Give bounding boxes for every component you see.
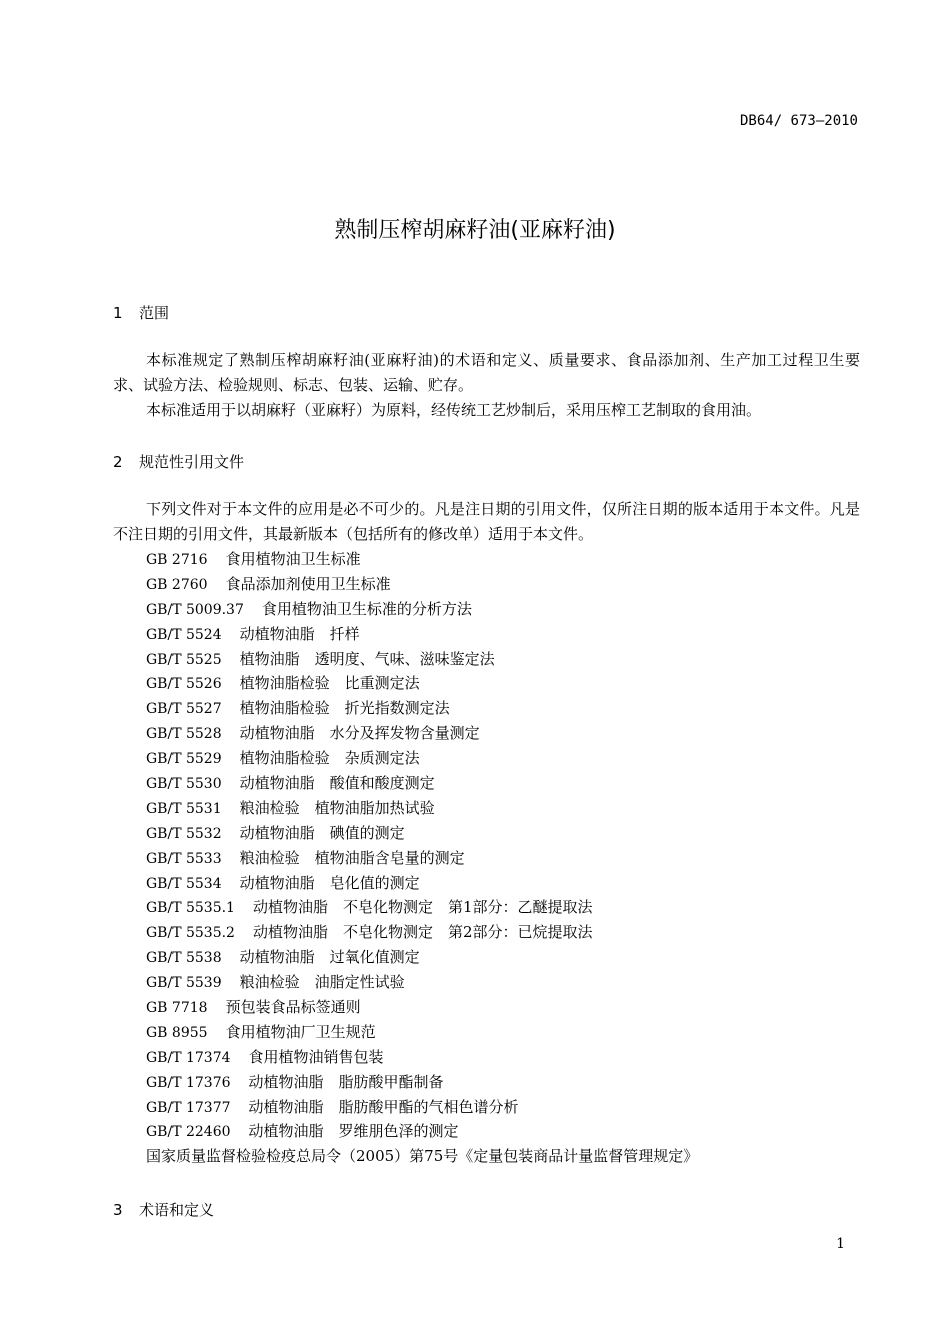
reference-title: 植物油脂检验 折光指数测定法	[239, 699, 450, 718]
reference-item	[146, 1020, 698, 1045]
reference-item	[146, 846, 698, 871]
reference-title: 植物油脂 透明度、气味、滋味鉴定法	[239, 649, 495, 668]
reference-item	[146, 1095, 698, 1120]
reference-title: 动植物油脂 脂肪酸甲酯的气相色谱分析	[248, 1097, 519, 1116]
reference-item	[146, 1070, 698, 1095]
section-heading-scope	[113, 302, 169, 323]
reference-code: GB/T 17376	[146, 1074, 231, 1091]
reference-title: 食用植物油卫生标准	[225, 550, 361, 568]
reference-title: 动植物油脂 脂肪酸甲酯制备	[248, 1072, 444, 1091]
reference-list	[146, 547, 698, 1169]
reference-code: GB/T 5526	[146, 676, 222, 693]
scope-paragraph-2: 本标准适用于以胡麻籽（亚麻籽）为原料，经传统工艺炒制后，采用压榨工艺制取的食用油。	[146, 401, 762, 419]
reference-code: GB/T 5534	[146, 875, 222, 892]
reference-title: 动植物油脂 酸值和酸度测定	[239, 774, 435, 793]
reference-title: 动植物油脂 皂化值的测定	[239, 873, 420, 892]
reference-code: GB/T 5527	[146, 701, 222, 718]
reference-title: 动植物油脂 扦样	[239, 624, 360, 643]
reference-item	[146, 995, 698, 1020]
reference-title: 动植物油脂 过氧化值测定	[239, 948, 420, 967]
reference-title: 动植物油脂 不皂化物测定 第2部分：已烷提取法	[252, 923, 593, 942]
reference-code: GB 7718	[146, 1000, 208, 1017]
reference-item	[146, 746, 698, 771]
reference-code: GB/T 5533	[146, 850, 222, 867]
section-number: 2	[113, 453, 123, 471]
reference-code: GB/T 5530	[146, 776, 222, 793]
reference-item	[146, 1045, 698, 1070]
document-code: DB64/ 673—2010	[739, 113, 858, 129]
reference-code: GB/T 5531	[146, 800, 222, 817]
reference-item	[146, 696, 698, 721]
reference-code: GB/T 5528	[146, 726, 222, 743]
reference-code: GB 8955	[146, 1024, 208, 1041]
page-number: 1	[836, 1236, 845, 1252]
section-heading-terms-definitions	[113, 1199, 214, 1220]
reference-item	[146, 920, 698, 945]
reference-title: 食用植物油厂卫生规范	[225, 1022, 376, 1041]
reference-item	[146, 647, 698, 672]
reference-code: GB/T 17374	[146, 1049, 231, 1066]
scope-paragraph-1: 本标准规定了熟制压榨胡麻籽油(亚麻籽油)的术语和定义、质量要求、食品添加剂、生产加工过程卫生要求、试验方法、检验规则、标志、包装、运输、贮存。	[113, 351, 860, 394]
reference-item	[146, 547, 698, 572]
reference-title: 预包装食品标签通则	[225, 998, 361, 1017]
reference-code: GB/T 5532	[146, 825, 222, 842]
reference-title: 植物油脂检验 杂质测定法	[239, 749, 420, 768]
reference-code: GB/T 5538	[146, 950, 222, 967]
section-title: 范围	[139, 304, 170, 322]
reference-item	[146, 821, 698, 846]
reference-title: 粮油检验 植物油脂含皂量的测定	[239, 848, 465, 867]
reference-item	[146, 945, 698, 970]
reference-title: 粮油检验 油脂定性试验	[239, 973, 405, 992]
reference-code: GB/T 17377	[146, 1099, 231, 1116]
reference-code: GB/T 5524	[146, 626, 222, 643]
reference-item	[146, 771, 698, 796]
section-number: 3	[113, 1201, 123, 1219]
reference-title: 粮油检验 植物油脂加热试验	[239, 798, 435, 817]
reference-item	[146, 597, 698, 622]
reference-code: GB/T 5525	[146, 651, 222, 668]
reference-code: GB/T 5529	[146, 751, 222, 768]
reference-title: 动植物油脂 碘值的测定	[239, 823, 405, 842]
document-title: 熟制压榨胡麻籽油(亚麻籽油)	[334, 218, 616, 243]
reference-item	[146, 572, 698, 597]
reference-title: 食品添加剂使用卫生标准	[225, 574, 391, 593]
reference-title: 食用植物油销售包装	[248, 1047, 384, 1066]
reference-item	[146, 871, 698, 896]
reference-code: GB/T 5009.37	[146, 601, 244, 618]
reference-code: GB 2716	[146, 552, 208, 568]
reference-item	[146, 970, 698, 995]
section-title: 规范性引用文件	[139, 453, 245, 471]
reference-code: GB 2760	[146, 576, 208, 593]
section-heading-normative-references	[113, 451, 244, 472]
reference-code: GB/T 22460	[146, 1124, 231, 1141]
reference-title: 动植物油脂 不皂化物测定 第1部分：乙醚提取法	[252, 898, 593, 917]
reference-code: GB/T 5535.2	[146, 925, 235, 942]
reference-code: GB/T 5539	[146, 975, 222, 992]
reference-title: 动植物油脂 水分及挥发物含量测定	[239, 724, 480, 743]
reference-item	[146, 895, 698, 920]
section-number: 1	[113, 304, 123, 322]
reference-item-regulation: 国家质量监督检验检疫总局令（2005）第75号《定量包装商品计量监督管理规定》	[146, 1147, 699, 1166]
reference-item	[146, 796, 698, 821]
references-intro-paragraph: 下列文件对于本文件的应用是必不可少的。凡是注日期的引用文件，仅所注日期的版本适用于本文件。凡是不注日期的引用文件，其最新版本（包括所有的修改单）适用于本文件。	[113, 500, 860, 543]
reference-code: GB/T 5535.1	[146, 900, 235, 917]
reference-title: 食用植物油卫生标准的分析方法	[261, 599, 472, 618]
reference-title: 动植物油脂 罗维朋色泽的测定	[248, 1122, 459, 1141]
reference-item	[146, 671, 698, 696]
reference-title: 植物油脂检验 比重测定法	[239, 674, 420, 693]
section-title: 术语和定义	[139, 1201, 215, 1219]
reference-item	[146, 721, 698, 746]
reference-item	[146, 1119, 698, 1144]
reference-item	[146, 622, 698, 647]
